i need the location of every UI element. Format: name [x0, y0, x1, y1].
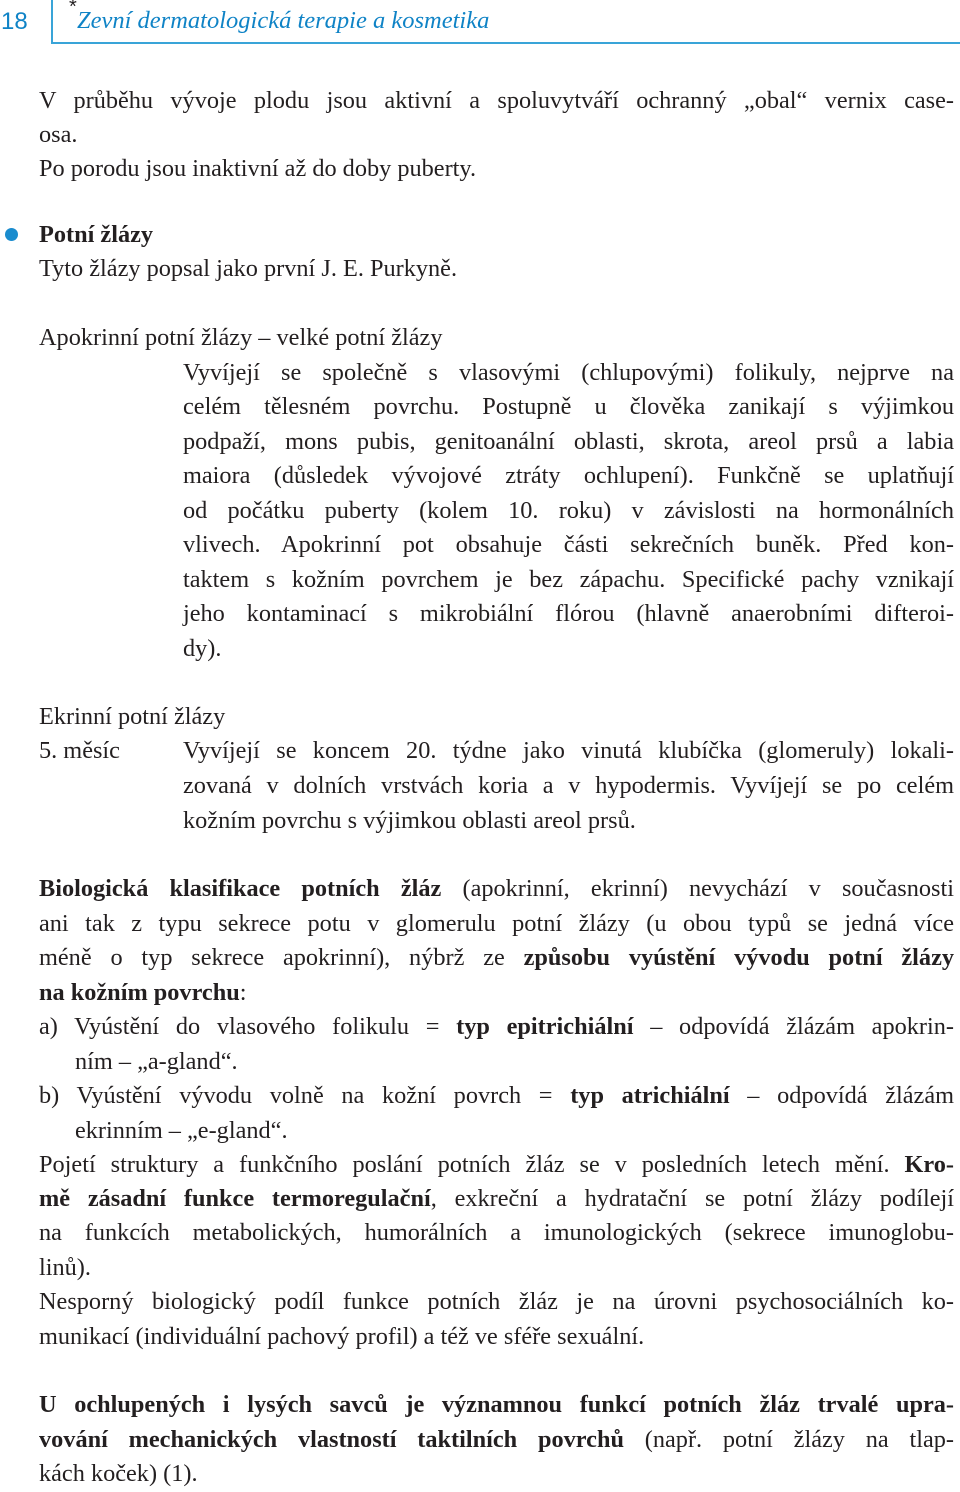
apocrine-line: Vyvíjejí se společně s vlasovými (chlupovými) folikuly, nejprve na: [183, 359, 954, 386]
classification-line: [39, 944, 954, 972]
text: – odpovídá žlázám apokrin-: [633, 1013, 954, 1040]
list-item-b-cont: ekrinním – „e-gland“.: [75, 1117, 288, 1144]
apocrine-line: podpaží, mons pubis, genitoanální oblasti, skrota, areol prsů a labia: [183, 428, 954, 455]
classification-line: [39, 979, 247, 1007]
text: – odpovídá žlázám: [729, 1082, 955, 1109]
bold-text: Biologická klasifikace potních žláz: [39, 875, 442, 902]
final-line: [39, 1426, 954, 1454]
list-item-b: [39, 1082, 954, 1110]
intro-line-2: osa.: [39, 121, 78, 148]
text: méně o typ sekrece apokrinní), nýbrž ze: [39, 944, 524, 971]
page-header: [0, 0, 960, 46]
section-subline: Tyto žlázy popsal jako první J. E. Purkyně.: [39, 255, 458, 282]
bullet-icon: [5, 228, 18, 241]
final-line: U ochlupených i lysých savců je významnou funkcí potních žláz trvalé upra-: [39, 1391, 954, 1418]
bold-text: Kro-: [904, 1151, 954, 1178]
bold-text: vování mechanických vlastností taktilních povrchů: [39, 1426, 624, 1453]
paragraph-line: na funkcích metabolických, humorálních a imunologických (sekrece imunoglobu-: [39, 1219, 954, 1246]
section-heading: Potní žlázy: [39, 221, 154, 248]
intro-line-1: V průběhu vývoje plodu jsou aktivní a spoluvytváří ochranný „obal“ vernix case-: [39, 87, 954, 114]
bold-text: typ atrichiální: [570, 1082, 730, 1109]
text: b) Vyústění vývodu volně na kožní povrch =: [39, 1082, 571, 1109]
bold-text: typ epitrichiální: [456, 1013, 634, 1040]
text: (apokrinní, ekrinní) nevychází v současnosti: [441, 875, 954, 902]
classification-line: ani tak z typu sekrece potu v glomerulu potní žlázy (u obou typů se jedná více: [39, 910, 954, 937]
paragraph-line: [39, 1185, 954, 1213]
list-item-a-cont: ním – „a-gland“.: [75, 1048, 238, 1075]
paragraph-line: Nesporný biologický podíl funkce potních žláz je na úrovni psychosociálních ko-: [39, 1288, 954, 1315]
apocrine-line: dy).: [183, 635, 222, 662]
apocrine-line: maiora (důsledek vývojové ztráty ochlupení). Funkčně se uplatňují: [183, 462, 954, 489]
intro-line-3: Po porodu jsou inaktivní až do doby puberty.: [39, 155, 477, 182]
classification-line: [39, 875, 954, 903]
list-item-a: [39, 1013, 954, 1041]
header-divider: [51, 0, 53, 42]
eccrine-line: kožním povrchu s výjimkou oblasti areol prsů.: [183, 807, 636, 834]
text: Pojetí struktury a funkčního poslání potních žláz se v posledních letech mění.: [39, 1151, 905, 1178]
text: a) Vyústění do vlasového folikulu =: [39, 1013, 457, 1040]
paragraph-line: linů).: [39, 1254, 91, 1281]
running-title: Zevní dermatologická terapie a kosmetika: [77, 7, 490, 34]
eccrine-label: 5. měsíc: [39, 737, 120, 764]
paragraph-line: [39, 1151, 954, 1179]
eccrine-line: Vyvíjejí se koncem 20. týdne jako vinutá klubíčka (glomeruly) lokali-: [183, 737, 954, 764]
eccrine-heading: Ekrinní potní žlázy: [39, 703, 226, 730]
text: :: [239, 979, 247, 1006]
text: , exkreční a hydratační se potní žlázy podílejí: [430, 1185, 954, 1212]
final-line: kách koček) (1).: [39, 1460, 198, 1487]
header-star: *: [69, 0, 77, 18]
apocrine-line: taktem s kožním povrchem je bez zápachu. Specifické pachy vznikají: [183, 566, 954, 593]
header-rule: [51, 42, 960, 44]
page-number: 18: [1, 8, 28, 35]
apocrine-heading: Apokrinní potní žlázy – velké potní žlázy: [39, 324, 443, 351]
eccrine-line: zovaná v dolních vrstvách koria a v hypodermis. Vyvíjejí se po celém: [183, 772, 954, 799]
bold-text: na kožním povrchu: [39, 979, 240, 1006]
paragraph-line: munikací (individuální pachový profil) a též ve sféře sexuální.: [39, 1323, 645, 1350]
text: (např. potní žlázy na tlap-: [623, 1426, 954, 1453]
apocrine-line: vlivech. Apokrinní pot obsahuje části sekrečních buněk. Před kon-: [183, 531, 954, 558]
bold-text: mě zásadní funkce termoregulační: [39, 1185, 431, 1212]
bold-text: způsobu vyústění vývodu potní žlázy: [523, 944, 955, 971]
apocrine-line: od počátku puberty (kolem 10. roku) v závislosti na hormonálních: [183, 497, 954, 524]
apocrine-line: jeho kontaminací s mikrobiální flórou (hlavně anaerobními difteroi-: [183, 600, 954, 627]
apocrine-line: celém tělesném povrchu. Postupně u člověka zanikají s výjimkou: [183, 393, 954, 420]
